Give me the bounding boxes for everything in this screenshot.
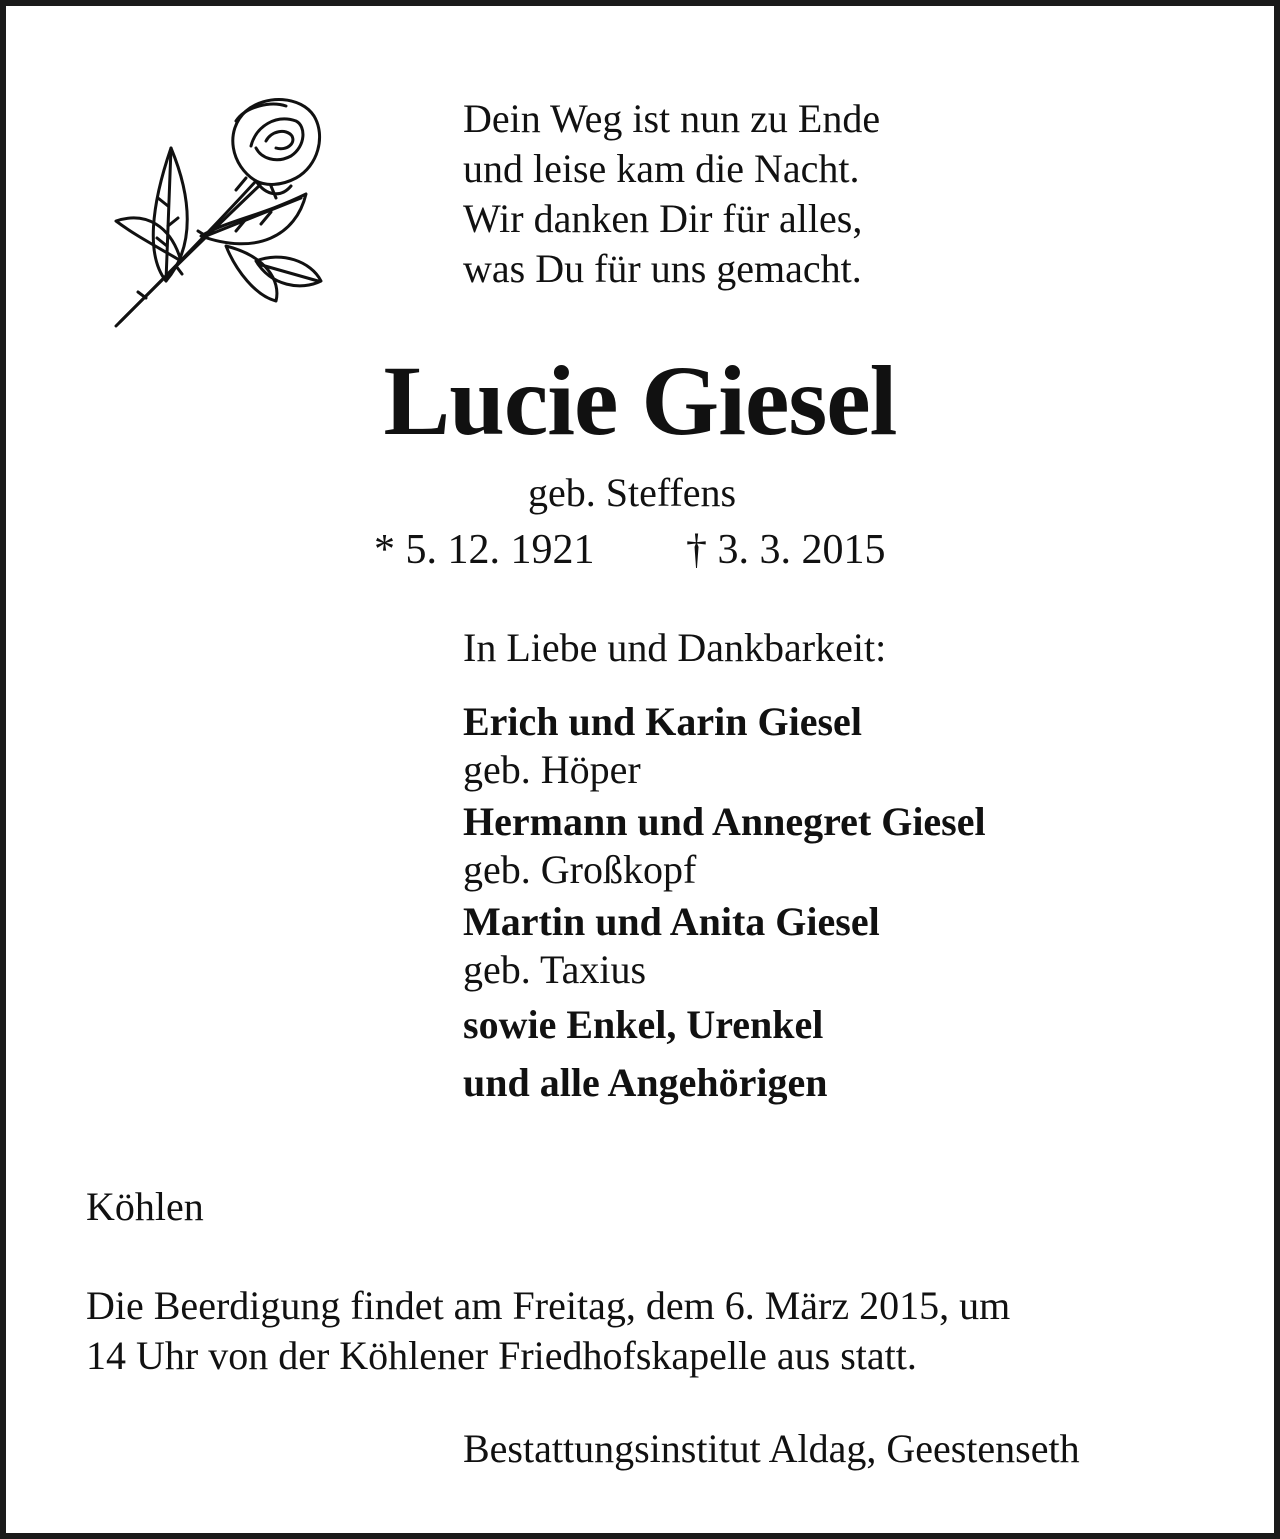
mourner-names: Erich und Karin Giesel bbox=[463, 699, 862, 744]
mourner-birthname: geb. Großkopf bbox=[463, 847, 697, 892]
extra-mourners: sowie Enkel, Urenkel bbox=[463, 1002, 824, 1047]
mourner-birthname: geb. Höper bbox=[463, 747, 641, 792]
rose-icon bbox=[106, 86, 336, 336]
mourner-names: Martin und Anita Giesel bbox=[463, 899, 880, 944]
funeral-notice-line: 14 Uhr von der Köhlener Friedhofskapelle aus statt. bbox=[86, 1333, 917, 1378]
poem-line: und leise kam die Nacht. bbox=[463, 146, 860, 191]
poem-line: Wir danken Dir für alles, bbox=[463, 196, 863, 241]
death-date: † 3. 3. 2015 bbox=[686, 527, 886, 573]
mourner-entry bbox=[463, 796, 986, 896]
mourner-birthname: geb. Taxius bbox=[463, 947, 647, 992]
extra-mourners: und alle Angehörigen bbox=[463, 1060, 828, 1105]
place: Köhlen bbox=[86, 1184, 204, 1229]
mourner-names: Hermann und Annegret Giesel bbox=[463, 799, 986, 844]
funeral-notice-line: Die Beerdigung findet am Freitag, dem 6. März 2015, um bbox=[86, 1283, 1011, 1328]
undertaker: Bestattungsinstitut Aldag, Geestenseth bbox=[463, 1426, 1080, 1471]
mourner-entry bbox=[463, 896, 986, 996]
mourners-list bbox=[463, 696, 986, 1112]
dedication: In Liebe und Dankbarkeit: bbox=[463, 625, 887, 670]
poem-line: was Du für uns gemacht. bbox=[463, 246, 862, 291]
funeral-notice bbox=[86, 1281, 1226, 1381]
deceased-name: Lucie Giesel bbox=[383, 345, 897, 456]
poem-line: Dein Weg ist nun zu Ende bbox=[463, 96, 881, 141]
birth-date: * 5. 12. 1921 bbox=[374, 527, 595, 573]
maiden-name: geb. Steffens bbox=[528, 470, 737, 515]
mourner-entry bbox=[463, 696, 986, 796]
poem bbox=[463, 94, 880, 294]
